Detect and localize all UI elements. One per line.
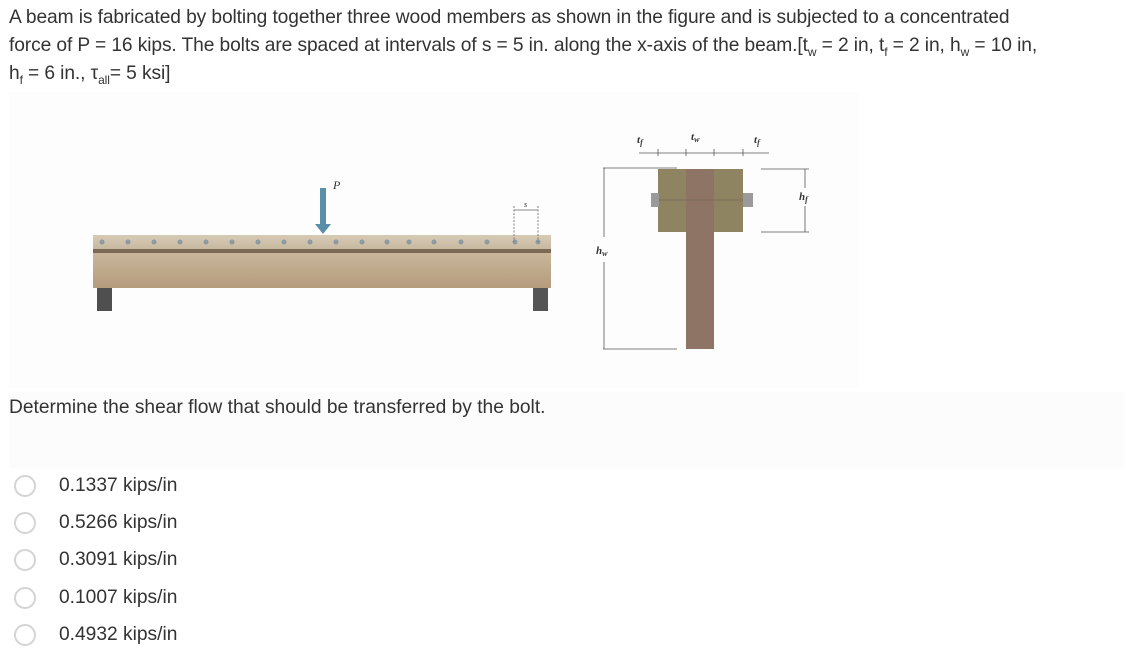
option-label: 0.5266 kips/in [59, 512, 178, 533]
hw-label: hw [596, 245, 608, 258]
prompt-text: Determine the shear flow that should be transferred by the bolt. [9, 397, 546, 418]
option-label: 0.4932 kips/in [59, 624, 178, 645]
tf-right-label: tf [754, 134, 760, 147]
thickness-dimensions [639, 149, 769, 156]
tw-label: tw [691, 131, 700, 144]
beam-body [93, 253, 551, 288]
option-label: 0.1337 kips/in [59, 475, 178, 496]
option-2[interactable] [0, 507, 400, 544]
radio-button[interactable] [14, 549, 36, 571]
radio-button[interactable] [14, 512, 36, 534]
left-bolt-head [651, 193, 659, 207]
option-label: 0.1007 kips/in [59, 587, 178, 608]
load-arrow [315, 178, 341, 234]
beam-side-view [93, 235, 551, 311]
tf-left-label: tf [637, 134, 643, 147]
option-3[interactable] [0, 544, 400, 581]
beam-top-flange [93, 235, 551, 249]
beam-figure [9, 92, 859, 388]
beam-bolt-line [93, 249, 551, 253]
radio-button[interactable] [14, 587, 36, 609]
question-line-3: $h_f = 6$ in., $\tau_{all}= 5$ ksi] [9, 63, 171, 87]
option-1[interactable] [0, 470, 400, 507]
radio-button[interactable] [14, 475, 36, 497]
web [686, 169, 714, 349]
radio-button[interactable] [14, 624, 36, 646]
beam-figure-svg [9, 92, 859, 388]
question-line-1: A beam is fabricated by bolting together three wood members as shown in the figure and is subjected to a concentrated [9, 7, 1010, 28]
cross-section [651, 169, 753, 349]
left-support [97, 288, 112, 311]
prompt-area [9, 392, 1124, 468]
spacing-label: s [524, 200, 528, 209]
option-4[interactable] [0, 582, 400, 619]
option-5[interactable] [0, 619, 400, 656]
hf-label: hf [799, 191, 808, 204]
right-support [533, 288, 548, 311]
question-line-2: force of P = 16 kips. The bolts are spaced at intervals of s = 5 in. along the x-axis of the $beam.[t_w = 2$ in, $t_f = 2$ in, $h_w = 10$ in, [9, 35, 1038, 59]
option-label: 0.3091 kips/in [59, 549, 178, 570]
right-bolt-nut [743, 193, 753, 207]
load-label: P [333, 178, 341, 192]
question-text [9, 4, 1124, 88]
